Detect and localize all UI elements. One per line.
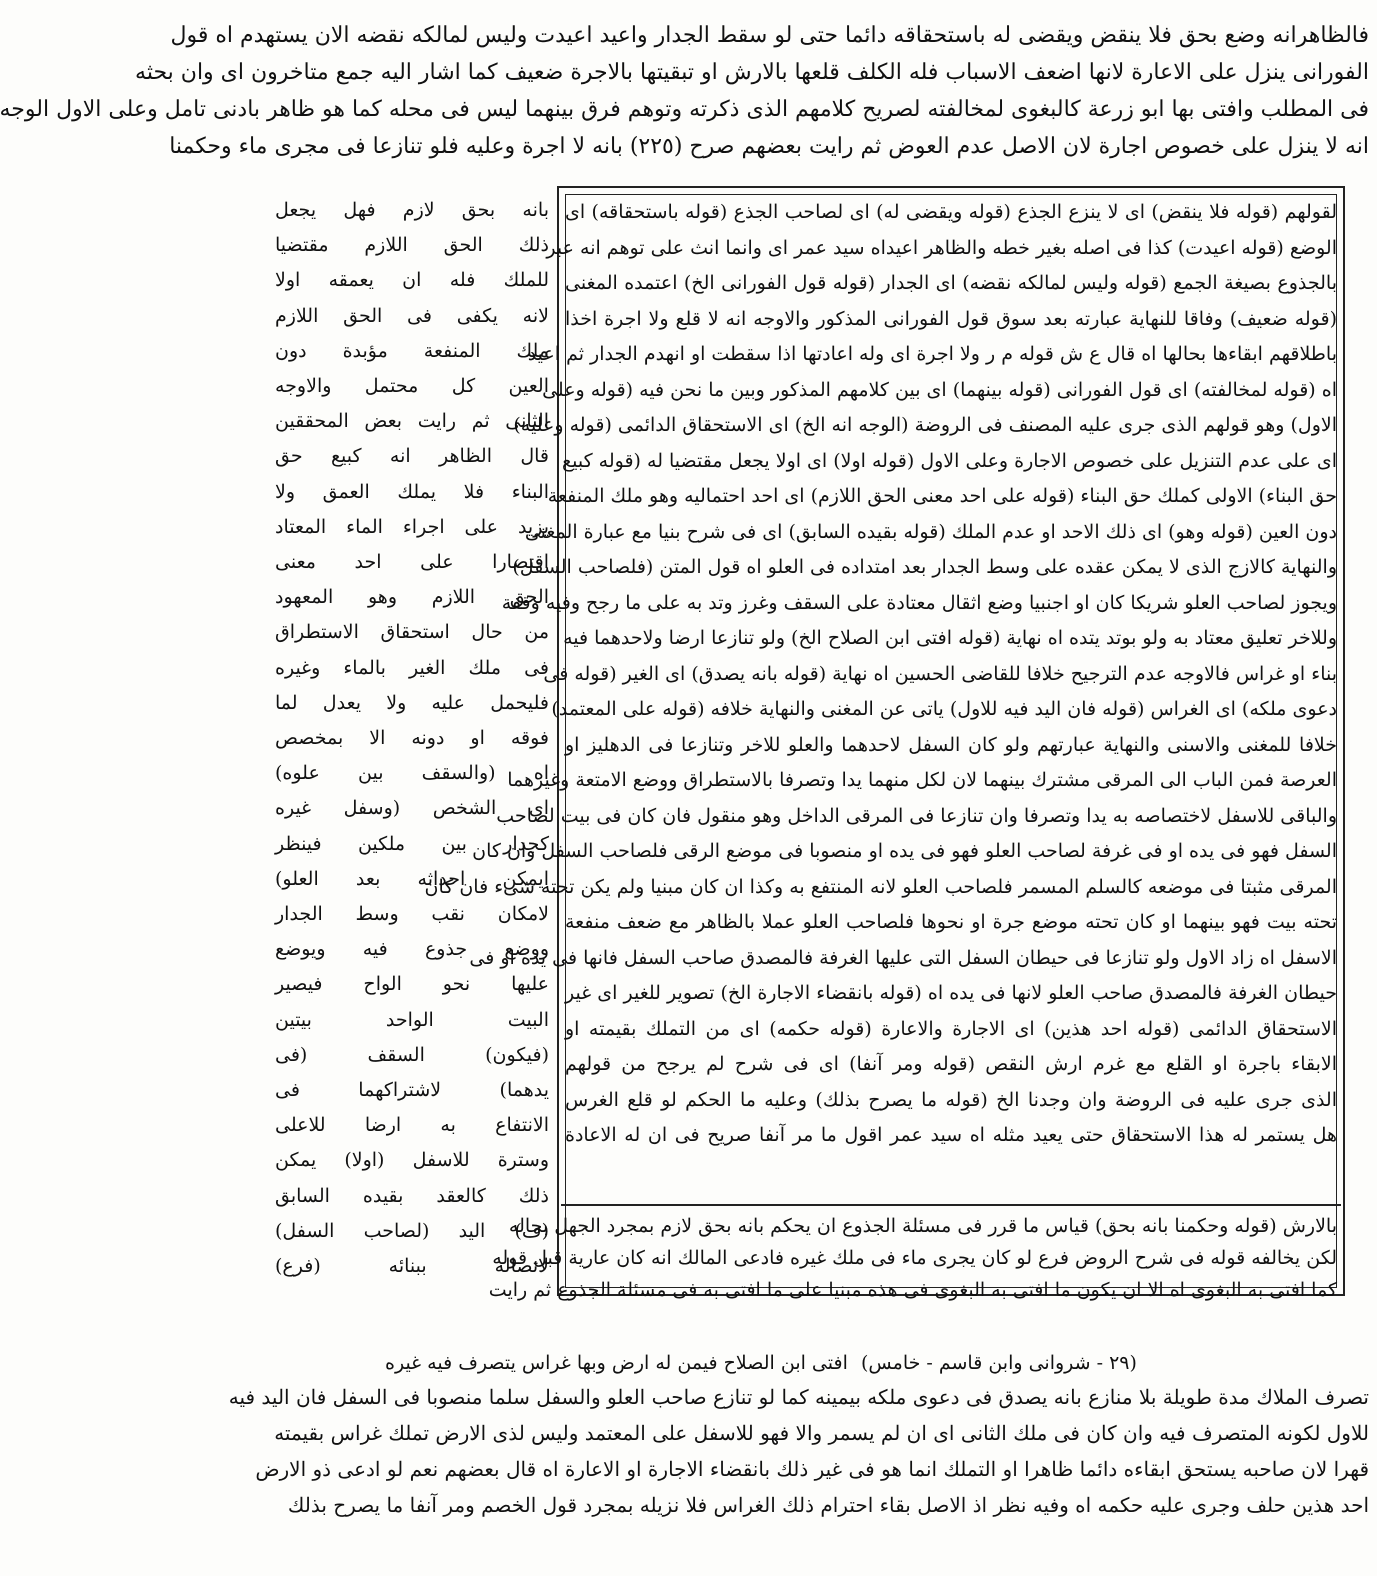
margin-line: الانتفاع به ارضا للاعلى xyxy=(275,1114,549,1137)
commentary-line: حيطان الغرفة فالمصدق صاحب العلو لانها فى يده اه (قوله بانقضاء الاجارة الخ) تصوير للغير اى غير xyxy=(565,982,1337,1004)
margin-line: (فيكون) السقف (فى xyxy=(275,1043,549,1066)
margin-line: للملك فله ان يعمقه اولا xyxy=(275,269,549,292)
margin-line: من حال استحقاق الاستطراق xyxy=(275,621,549,644)
commentary-line: الاسفل اه زاد الاول ولو تنازعا فى حيطان السفل التى عليها الغرفة فالمصدق صاحب السفل فانها فى يده او فى xyxy=(469,946,1337,969)
margin-line: ايمكن احداثه بعد العلو) xyxy=(275,867,549,890)
margin-line: الحق اللازم وهو المعهود xyxy=(275,586,549,609)
commentary-line: العرصة فمن الباب الى المرقى مشترك بينهما لان لكل منهما يدا وتصرفا بالاستطراق ووضع الامتعة وغيرهما xyxy=(507,769,1337,791)
commentary-line: وللاخر تعليق معتاد به ولو بوتد يتده اه نهاية (قوله افتى ابن الصلاح الخ) ولو تنازعا ارضا ولاحدهما فيه xyxy=(563,627,1337,649)
commentary-line: والنهاية كالازج الذى لا يمكن عقده على وسط الجدار بعد امتداده فى العلو اه قول المتن (فلصاحب السفل) xyxy=(512,556,1337,578)
commentary-line: حق البناء) الاولى كملك حق البناء (قوله على احد معنى الحق اللازم) اى احد احتماليه وهو ملك المنفعة xyxy=(547,485,1337,507)
margin-line: لاتصاله ببنائه (فرع) xyxy=(275,1255,549,1277)
margin-line: فليحمل عليه ولا يعدل لما xyxy=(275,691,549,714)
commentary-line: اه (قوله لمخالفته) اى قول الفورانى (قوله بينهما) اى بين كلامهم المذكور وبين ما نحن فيه (قوله وعلى xyxy=(542,378,1337,401)
text-line: للاول لكونه المتصرف فيه وان كان فى ملك الثانى اى ان لم يسمر والا فهو للاسفل على المعتمد وليس لذى الارض تملك غراس بقيمته xyxy=(274,1421,1369,1445)
commentary-line: الاستحقاق الدائمى (قوله احد هذين) اى الاجارة والاعارة (قوله حكمه) اى من التملك بقيمته او xyxy=(565,1017,1337,1040)
margin-line: البناء فلا يملك العمق ولا xyxy=(275,480,549,503)
margin-line: اى الشخص (وسفل غيره xyxy=(275,797,549,820)
commentary-line: بناء او غراس فالاوجه عدم الترجيح خلافا للقاضى الحسين اه نهاية (قوله بانه يصدق) اى الغير (قوله فى xyxy=(543,662,1337,685)
margin-line: الثانى ثم رايت بعض المحققين xyxy=(275,410,549,433)
text-line: قهرا لان صاحبه يستحق ابقاءه دائما ظاهرا او التملك انما هو فى غير ذلك بانقضاء الاجارة او الاعارة اه قال بعضهم نعم لو ادعى ذو الارض xyxy=(255,1457,1369,1481)
commentary-line: الابقاء باجرة او القلع مع غرم ارش النقص (قوله ومر آنفا) اى فى شرح لم يرجح من قولهم xyxy=(565,1053,1337,1075)
commentary-line: والباقى للاسفل لاختصاصه به يدا وتصرفا وان تنازعا فى المرقى الداخل وهو منقول فان كان فى بيت لصاحب xyxy=(496,804,1337,827)
margin-line: بانه بحق لازم فهل يجعل xyxy=(275,199,549,221)
margin-line: ملك المنفعة مؤبدة دون xyxy=(275,339,549,362)
margin-line: فوقه او دونه الا بمخصص xyxy=(275,727,549,749)
commentary-line: دعوى ملكه) اى الغراس (قوله فان اليد فيه للاول) ياتى عن المغنى والنهاية خلافه (قوله على المعتمد) xyxy=(551,698,1337,720)
margin-line: فى ملك الغير بالماء وغيره xyxy=(275,656,549,679)
commentary-line: تحته بيت فهو بينهما او كان تحته موضع جرة او نحوها فلصاحب العلو عملا بالظاهر مع ضعف منفعة xyxy=(565,911,1337,933)
text-line: فالظاهرانه وضع بحق فلا ينقض ويقضى له باستحقاقه دائما حتى لو سقط الجدار واعيد اعيدت وليس لمالكه نقضه الان يستهدم اه قول xyxy=(170,23,1369,48)
margin-line: العين كل محتمل والاوجه xyxy=(275,375,549,397)
footer-continuation-text: افتى ابن الصلاح فيمن له ارض وبها غراس يتصرف فيه غيره xyxy=(385,1352,848,1374)
commentary-line: بالجذوع بصيغة الجمع (قوله وليس لمالكه نقضه) اى الجدار (قوله قول الفورانى الخ) اعتمده المغنى xyxy=(565,272,1337,294)
margin-line: (ف) اليد (لصاحب السفل) xyxy=(275,1219,549,1242)
text-line: تصرف الملاك مدة طويلة بلا منازع بانه يصدق فى دعوى ملكه بيمينه كما لو تنازع صاحب العلو والسفل سلما منصوبا فى السفل فان اليد فيه xyxy=(228,1385,1369,1409)
text-line: الفورانى ينزل على الاعارة لانها اضعف الاسباب فله الكلف قلعها بالارش او تبقيتها بالاجرة ضعيف كما اشار اليه جمع متاخرون اى وان بحثه xyxy=(135,60,1369,85)
commentary-line: الاول) وهو قولهم الذى جرى عليه المصنف فى الروضة (الوجه انه الخ) اى الاستحقاق الدائمى (قوله وعليه) xyxy=(513,414,1337,436)
margin-line: اقتصارا على احد معنى xyxy=(275,551,549,573)
margin-line: لامكان نقب وسط الجدار xyxy=(275,903,549,925)
text-line: انه لا ينزل على خصوص اجارة لان الاصل عدم العوض ثم رايت بعضهم صرح (٢٢٥) بانه لا اجرة وعليه فلو تنازعا فى مجرى ماء وحكمنا xyxy=(169,134,1369,159)
commentary-divider xyxy=(561,1204,1341,1206)
margin-line: قال الظاهر انه كبيع حق xyxy=(275,445,549,468)
margin-line: البيت الواحد بيتين xyxy=(275,1008,549,1031)
commentary-line: ويجوز لصاحب العلو شريكا كان او اجنبيا وضع اثقال معتادة على السقف وغرز وتد به على ما رجح وفيه وقفة xyxy=(501,591,1337,614)
commentary-line: باطلاقهم ابقاءها بحالها اه قال ع ش قوله م ر ولا اجرة اى وله اعادتها اذا سقطت او انهدم الجدار ثم اعيد xyxy=(527,343,1337,365)
margin-line: لانه يكفى فى الحق اللازم xyxy=(275,304,549,327)
text-line: فى المطلب وافتى بها ابو زرعة كالبغوى لمخالفته لصريح كلامهم الذى ذكرته وتوهم فرق بينهما ليس فى محله كما هو ظاهر بادنى تامل وعلى الاول الوجه xyxy=(0,97,1369,122)
commentary-line: هل يستمر له هذا الاستحقاق حتى يعيد مثله اه سيد عمر اقول ما مر آنفا صريح فى ان له الاعادة xyxy=(565,1124,1337,1146)
margin-line: ذلك الحق اللازم مقتضيا xyxy=(275,234,549,257)
commentary-line: كما افتى به البغوى اه الا ان يكون ما افتى به البغوى فى هذه مبنيا على ما افتى به فى مسئلة الجذوع ثم رايت xyxy=(488,1279,1337,1301)
margin-line: كجدار بين ملكين فينظر xyxy=(275,832,549,855)
commentary-line: خلافا للمغنى والاسنى والنهاية عبارتهم ولو كان السفل لاحدهما والعلو للاخر وتنازعا فى الدهليز او xyxy=(565,733,1337,756)
margin-line: يدهما) لاشتراكهما فى xyxy=(275,1079,549,1101)
commentary-line: الوضع (قوله اعيدت) كذا فى اصله بغير خطه والظاهر اعيداه سيد عمر اى وانما انث على توهم انه عبر xyxy=(546,236,1337,259)
commentary-line: لكن يخالفه قوله فى شرح الروض فرع لو كان يجرى ماء فى ملك غيره فادعى المالك انه كان عارية قبل قوله xyxy=(492,1247,1337,1269)
margin-line: اه (والسقف بين علوه) xyxy=(275,762,549,785)
margin-line: ووضع جذوع فيه ويوضع xyxy=(275,938,549,961)
commentary-line: بالارش (قوله وحكمنا بانه بحق) قياس ما قرر فى مسئلة الجذوع ان يحكم بانه بحق لازم بمجرد الجهل بحاله xyxy=(508,1215,1337,1237)
page-signature: (٢٩ - شروانى وابن قاسم - خامس) xyxy=(861,1352,1137,1374)
commentary-line: المرقى مثبتا فى موضعه كالسلم المسمر فلصاحب العلو لانه المنتفع به وكذا ان كان مبنيا ولم يكن تحته شىء فان كان xyxy=(424,875,1337,898)
commentary-line: لقولهم (قوله فلا ينقض) اى لا ينزع الجذع (قوله ويقضى له) اى لصاحب الجذع (قوله باستحقاقه) اى xyxy=(565,201,1337,223)
margin-line: ذلك كالعقد بقيده السابق xyxy=(275,1184,549,1207)
commentary-line: الذى جرى عليه فى الروضة وان وجدنا الخ (قوله ما يصرح بذلك) وعليه ما الحكم لو قلع الغرس xyxy=(565,1088,1337,1111)
margin-line: يزيد على اجراء الماء المعتاد xyxy=(275,515,549,538)
margin-line: عليها نحو الواح فيصير xyxy=(275,973,549,996)
commentary-line: السفل فهو فى يده او فى غرفة لصاحب العلو فهو فى يده او منصوبا فى موضع الرقى فلصاحب السفل وان كان xyxy=(472,840,1337,862)
commentary-line: دون العين (قوله وهو) اى ذلك الاحد او عدم الملك (قوله بقيده السابق) اى فى شرح بنيا مع عبارة المغنى xyxy=(524,520,1337,543)
commentary-line: (قوله ضعيف) وفاقا للنهاية عبارته بعد سوق قول الفورانى المذكور والاوجه انه لا قلع ولا اجرة اخذا xyxy=(565,307,1337,330)
margin-line: وسترة للاسفل (اولا) يمكن xyxy=(275,1149,549,1172)
commentary-line: اى على عدم التنزيل على خصوص الاجارة وعلى الاول (قوله اولا) اى اولا يجعل مقتضيا له (قوله كبيع xyxy=(562,449,1337,472)
text-line: احد هذين حلف وجرى عليه حكمه اه وفيه نظر اذ الاصل بقاء احترام ذلك الغراس فلا نزيله بمجرد قول الخصم ومر آنفا ما يصرح بذلك xyxy=(287,1493,1369,1517)
